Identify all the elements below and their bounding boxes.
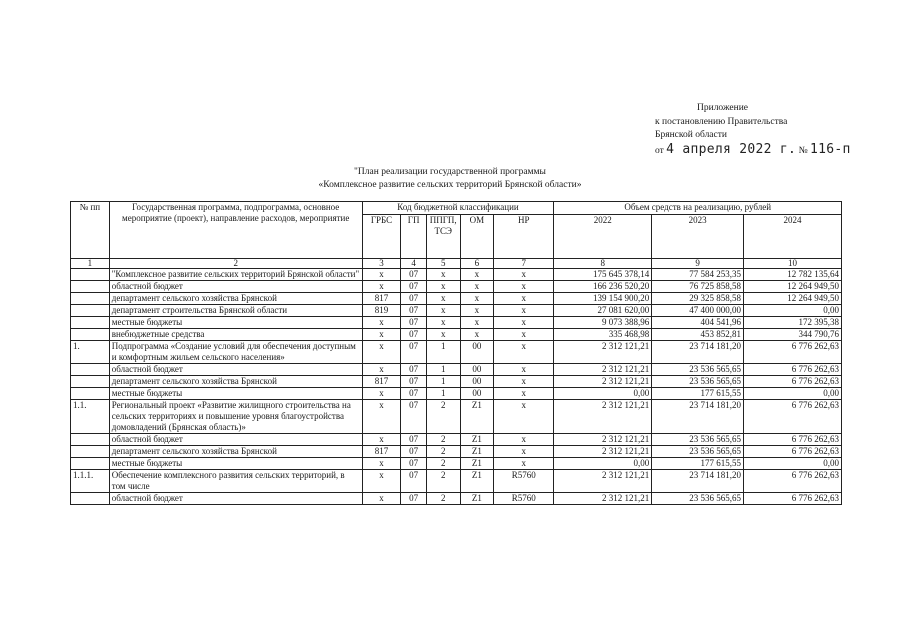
table-row [71,293,842,305]
header-row-1 [71,202,842,215]
table-row [71,329,842,341]
row-amount-2024: 12 782 135,64 [744,269,842,281]
row-amount-2023: 177 615,55 [652,458,744,470]
row-om: х [460,293,494,305]
row-amount-2022: 175 645 378,14 [554,269,652,281]
row-nr: х [494,305,554,317]
row-om: Z1 [460,458,494,470]
col-number: 10 [744,259,842,269]
row-ppgp: 2 [426,400,460,434]
col-number: 1 [71,259,110,269]
col-number: 2 [109,259,362,269]
row-ppgp: 2 [426,446,460,458]
row-amount-2024: 12 264 949,50 [744,293,842,305]
row-gp: 07 [401,446,426,458]
row-amount-2022: 2 312 121,21 [554,434,652,446]
row-amount-2024: 6 776 262,63 [744,400,842,434]
row-nr: х [494,317,554,329]
row-ppgp: х [426,293,460,305]
row-nr: R5760 [494,470,554,493]
row-amount-2023: 23 714 181,20 [652,341,744,364]
row-amount-2024: 344 790,76 [744,329,842,341]
row-ppgp: х [426,269,460,281]
row-ppgp: 2 [426,470,460,493]
col-number: 9 [652,259,744,269]
row-nr: х [494,376,554,388]
row-nr: х [494,434,554,446]
row-amount-2024: 6 776 262,63 [744,493,842,505]
row-grbs: х [362,364,401,376]
row-ppgp: х [426,281,460,293]
row-grbs: х [362,493,401,505]
row-nr: х [494,269,554,281]
row-ppgp: 1 [426,388,460,400]
row-amount-2024: 6 776 262,63 [744,341,842,364]
row-amount-2024: 0,00 [744,305,842,317]
date-prefix: от [655,145,664,156]
row-amount-2024: 12 264 949,50 [744,281,842,293]
title-line-2: «Комплексное развитие сельских территорий Брянской области» [318,180,582,190]
row-amount-2024: 0,00 [744,458,842,470]
row-gp: 07 [401,458,426,470]
row-number [71,317,110,329]
row-name: Обеспечение комплексного развития сельских территорий, в том числе [109,470,362,493]
row-ppgp: 2 [426,458,460,470]
row-ppgp: 2 [426,434,460,446]
row-nr: х [494,329,554,341]
row-amount-2022: 2 312 121,21 [554,376,652,388]
row-amount-2023: 47 400 000,00 [652,305,744,317]
row-ppgp: х [426,329,460,341]
row-om: Z1 [460,434,494,446]
table-body [71,259,842,505]
row-amount-2024: 6 776 262,63 [744,470,842,493]
row-nr: х [494,281,554,293]
appendix-line-3: Брянской области [655,130,727,140]
row-number [71,376,110,388]
table-row [71,341,842,364]
row-om: 00 [460,341,494,364]
row-number [71,458,110,470]
row-amount-2022: 335 468,98 [554,329,652,341]
row-amount-2023: 77 584 253,35 [652,269,744,281]
header-nr: НР [494,215,554,259]
row-amount-2023: 23 536 565,65 [652,493,744,505]
row-om: Z1 [460,446,494,458]
table-row [71,446,842,458]
row-grbs: х [362,317,401,329]
column-number-row [71,259,842,269]
header-2022: 2022 [554,215,652,259]
row-amount-2022: 2 312 121,21 [554,470,652,493]
row-gp: 07 [401,376,426,388]
row-grbs: х [362,458,401,470]
row-gp: 07 [401,281,426,293]
row-gp: 07 [401,269,426,281]
row-grbs: х [362,281,401,293]
table-row [71,376,842,388]
row-om: х [460,329,494,341]
row-grbs: 817 [362,293,401,305]
row-name: областной бюджет [109,493,362,505]
row-name: департамент сельского хозяйства Брянской [109,293,362,305]
appendix-date-line [655,143,851,159]
row-gp: 07 [401,470,426,493]
appendix-block [655,102,851,158]
header-2023: 2023 [652,215,744,259]
row-amount-2022: 0,00 [554,458,652,470]
row-ppgp: 1 [426,341,460,364]
row-grbs: х [362,269,401,281]
plan-table [70,201,842,505]
col-number: 7 [494,259,554,269]
row-om: 00 [460,376,494,388]
row-amount-2024: 6 776 262,63 [744,434,842,446]
title-line-1: "План реализации государственной программы [354,167,546,177]
row-ppgp: 2 [426,493,460,505]
number-prefix: № [798,145,808,156]
table-row [71,493,842,505]
header-name: Государственная программа, подпрограмма, основное мероприятие (проект), направление расходов, мероприятие [109,202,362,259]
row-gp: 07 [401,364,426,376]
row-om: х [460,269,494,281]
row-om: 00 [460,364,494,376]
table-row [71,434,842,446]
row-om: Z1 [460,470,494,493]
row-gp: 07 [401,341,426,364]
row-nr: х [494,341,554,364]
row-nr: х [494,400,554,434]
appendix-line-2: к постановлению Правительства [655,116,788,127]
row-om: х [460,305,494,317]
row-om: х [460,317,494,329]
table-row [71,305,842,317]
row-name: Подпрограмма «Создание условий для обеспечения доступным и комфортным жильем сельского населения» [109,341,362,364]
row-om: Z1 [460,400,494,434]
header-code-group: Код бюджетной классификации [362,202,554,215]
row-amount-2022: 166 236 520,20 [554,281,652,293]
row-name: Региональный проект «Развитие жилищного строительства на сельских территориях и повышение уровня благоустройства домовладений (Брянская область)» [109,400,362,434]
row-number [71,446,110,458]
row-number [71,493,110,505]
row-number [71,305,110,317]
row-gp: 07 [401,305,426,317]
row-ppgp: 1 [426,376,460,388]
row-grbs: 817 [362,446,401,458]
row-amount-2023: 23 536 565,65 [652,376,744,388]
row-grbs: 817 [362,376,401,388]
document-title [270,166,630,192]
row-amount-2023: 404 541,96 [652,317,744,329]
row-amount-2022: 27 081 620,00 [554,305,652,317]
row-amount-2023: 23 714 181,20 [652,470,744,493]
row-amount-2024: 6 776 262,63 [744,376,842,388]
appendix-title: Приложение [697,103,748,113]
row-grbs: 819 [362,305,401,317]
row-amount-2022: 2 312 121,21 [554,341,652,364]
handwritten-number: 116-п [810,141,851,157]
row-amount-2022: 139 154 900,20 [554,293,652,305]
row-name: департамент строительства Брянской области [109,305,362,317]
row-gp: 07 [401,317,426,329]
col-number: 4 [401,259,426,269]
row-number [71,269,110,281]
col-number: 3 [362,259,401,269]
row-ppgp: х [426,305,460,317]
header-grbs: ГРБС [362,215,401,259]
header-ppgp: ППГП, ТСЭ [426,215,460,259]
row-name: областной бюджет [109,281,362,293]
row-gp: 07 [401,388,426,400]
row-om: 00 [460,388,494,400]
row-nr: х [494,293,554,305]
row-number [71,281,110,293]
row-gp: 07 [401,293,426,305]
row-number [71,293,110,305]
row-amount-2022: 2 312 121,21 [554,493,652,505]
row-amount-2023: 23 536 565,65 [652,446,744,458]
table-row [71,400,842,434]
row-grbs: х [362,400,401,434]
table-row [71,269,842,281]
row-number [71,388,110,400]
row-om: х [460,281,494,293]
table-row [71,281,842,293]
row-grbs: х [362,434,401,446]
row-grbs: х [362,329,401,341]
row-amount-2024: 0,00 [744,388,842,400]
col-number: 6 [460,259,494,269]
row-gp: 07 [401,434,426,446]
row-amount-2023: 23 536 565,65 [652,364,744,376]
table-row [71,458,842,470]
row-amount-2023: 23 714 181,20 [652,400,744,434]
row-name: внебюджетные средства [109,329,362,341]
header-funds-group: Объем средств на реализацию, рублей [554,202,842,215]
col-number: 8 [554,259,652,269]
row-nr: х [494,364,554,376]
row-ppgp: х [426,317,460,329]
row-amount-2022: 2 312 121,21 [554,446,652,458]
row-amount-2023: 29 325 858,58 [652,293,744,305]
row-grbs: х [362,470,401,493]
row-amount-2022: 2 312 121,21 [554,400,652,434]
header-gp: ГП [401,215,426,259]
table-row [71,470,842,493]
row-amount-2024: 172 395,38 [744,317,842,329]
row-amount-2023: 23 536 565,65 [652,434,744,446]
handwritten-date: 4 апреля 2022 г. [666,141,797,157]
header-2024: 2024 [744,215,842,259]
table-row [71,317,842,329]
row-ppgp: 1 [426,364,460,376]
row-name: местные бюджеты [109,388,362,400]
row-number [71,434,110,446]
row-grbs: х [362,388,401,400]
row-amount-2022: 2 312 121,21 [554,364,652,376]
row-gp: 07 [401,329,426,341]
row-amount-2024: 6 776 262,63 [744,364,842,376]
row-name: "Комплексное развитие сельских территорий Брянской области" [109,269,362,281]
row-name: департамент сельского хозяйства Брянской [109,446,362,458]
row-amount-2022: 0,00 [554,388,652,400]
row-amount-2024: 6 776 262,63 [744,446,842,458]
row-amount-2023: 177 615,55 [652,388,744,400]
row-number: 1.1.1. [71,470,110,493]
row-name: местные бюджеты [109,458,362,470]
row-nr: х [494,458,554,470]
row-nr: х [494,446,554,458]
row-name: областной бюджет [109,364,362,376]
row-grbs: х [362,341,401,364]
row-number: 1. [71,341,110,364]
row-number: 1.1. [71,400,110,434]
row-om: Z1 [460,493,494,505]
header-no: № пп [71,202,110,259]
row-number [71,364,110,376]
row-name: областной бюджет [109,434,362,446]
col-number: 5 [426,259,460,269]
row-nr: х [494,388,554,400]
row-amount-2023: 453 852,81 [652,329,744,341]
table-row [71,388,842,400]
row-number [71,329,110,341]
table-row [71,364,842,376]
row-nr: R5760 [494,493,554,505]
header-om: ОМ [460,215,494,259]
row-name: департамент сельского хозяйства Брянской [109,376,362,388]
row-gp: 07 [401,400,426,434]
row-gp: 07 [401,493,426,505]
row-name: местные бюджеты [109,317,362,329]
row-amount-2023: 76 725 858,58 [652,281,744,293]
row-amount-2022: 9 073 388,96 [554,317,652,329]
